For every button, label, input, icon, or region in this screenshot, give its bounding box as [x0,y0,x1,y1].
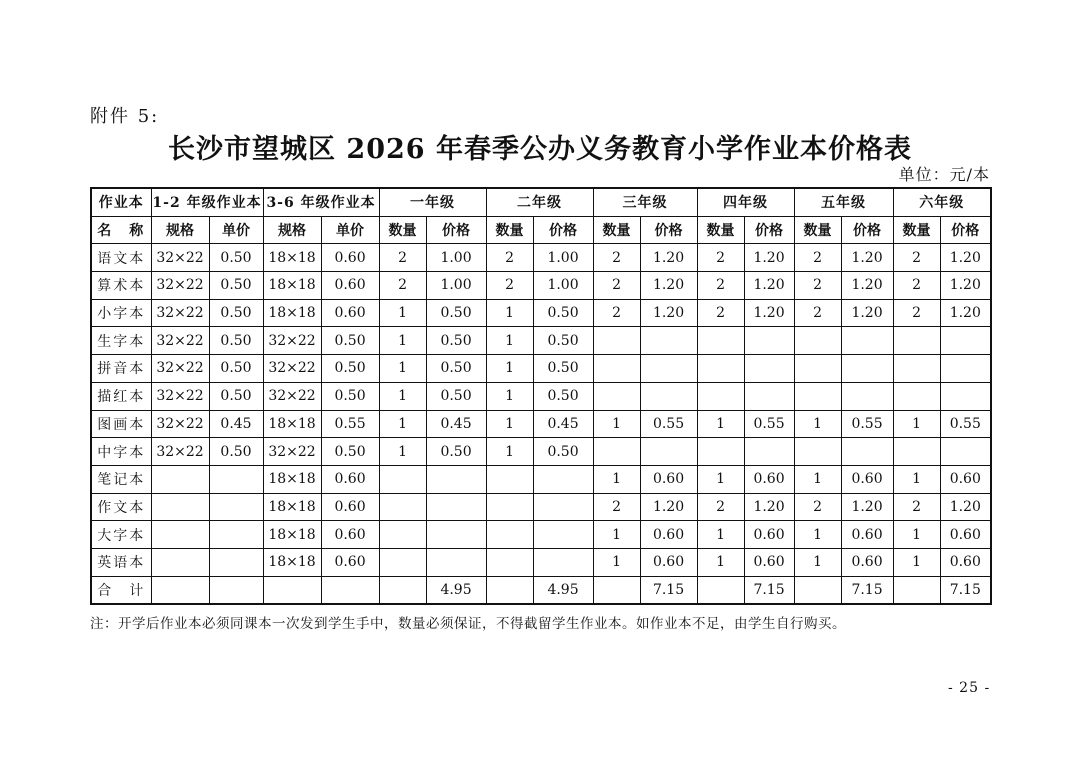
header-row-sub [91,216,991,244]
table-cell [893,327,940,355]
table-cell: 1 [697,548,744,576]
table-cell: 2 [697,272,744,300]
table-cell [744,382,794,410]
table-cell: 2 [379,244,426,272]
table-cell: 1.20 [940,272,991,300]
table-cell: 2 [697,244,744,272]
table-cell: 0.50 [426,327,486,355]
table-cell: 2 [593,272,640,300]
table-cell: 1 [379,438,426,466]
table-cell: 4.95 [426,576,486,604]
table-cell: 0.55 [744,410,794,438]
header-sub-cell: 价格 [744,216,794,244]
row-name: 算术本 [91,272,151,300]
header-group-8: 六年级 [893,188,991,216]
table-cell: 1.20 [640,299,697,327]
table-row [91,521,991,549]
table-cell [744,438,794,466]
table-cell: 1 [893,465,940,493]
table-cell: 2 [593,244,640,272]
table-cell [841,438,893,466]
row-name: 中字本 [91,438,151,466]
table-cell [533,465,593,493]
table-cell: 1.20 [940,299,991,327]
table-cell: 1.20 [744,272,794,300]
table-cell: 1 [697,521,744,549]
table-cell [697,438,744,466]
table-cell: 18×18 [263,410,321,438]
header-group-7: 五年级 [794,188,893,216]
table-row [91,382,991,410]
table-cell: 0.60 [321,299,379,327]
header-sub-cell: 规格 [151,216,209,244]
table-cell: 32×22 [151,355,209,383]
unit-label: 单位：元/本 [898,165,990,184]
table-cell: 0.60 [321,493,379,521]
table-cell: 0.50 [321,438,379,466]
table-cell [940,438,991,466]
header-row-groups [91,188,991,216]
table-cell: 1 [486,299,533,327]
table-cell: 4.95 [533,576,593,604]
table-cell: 0.45 [533,410,593,438]
table-cell [744,327,794,355]
table-cell: 18×18 [263,493,321,521]
row-name: 小字本 [91,299,151,327]
table-row [91,355,991,383]
row-name: 英语本 [91,548,151,576]
table-cell: 1.20 [640,493,697,521]
table-cell [893,438,940,466]
table-cell: 1 [379,410,426,438]
table-cell: 1.20 [640,272,697,300]
table-row [91,272,991,300]
header-group-1: 1-2 年级作业本 [151,188,263,216]
table-cell: 1 [697,465,744,493]
table-cell: 32×22 [263,355,321,383]
table-cell: 2 [794,272,841,300]
table-cell: 0.50 [321,355,379,383]
table-cell: 1.00 [426,244,486,272]
table-cell [593,327,640,355]
header-sub-cell: 数量 [486,216,533,244]
table-row [91,493,991,521]
total-row [91,576,991,604]
table-cell: 1.20 [940,493,991,521]
table-cell: 1.20 [744,244,794,272]
table-cell: 0.50 [426,382,486,410]
table-cell: 0.55 [841,410,893,438]
table-cell: 0.60 [841,465,893,493]
table-cell [426,521,486,549]
table-cell: 2 [697,299,744,327]
table-cell: 32×22 [151,272,209,300]
table-cell: 1.20 [940,244,991,272]
table-cell: 0.50 [209,272,263,300]
table-cell [209,521,263,549]
table-cell: 7.15 [640,576,697,604]
table-cell: 18×18 [263,272,321,300]
table-cell [697,382,744,410]
table-cell [940,382,991,410]
table-cell [533,493,593,521]
table-cell [794,576,841,604]
table-cell [744,355,794,383]
table-cell [893,355,940,383]
table-cell: 0.60 [640,548,697,576]
table-cell: 1 [794,548,841,576]
table-cell [151,548,209,576]
footnote: 注：开学后作业本必须同课本一次发到学生手中，数量必须保证，不得截留学生作业本。如作业本不足，由学生自行购买。 [90,616,846,632]
table-cell: 1.20 [640,244,697,272]
header-sub-cell: 数量 [379,216,426,244]
table-row [91,327,991,355]
table-cell [841,382,893,410]
table-cell: 0.60 [321,272,379,300]
table-cell [593,576,640,604]
header-group-5: 三年级 [593,188,697,216]
table-cell: 0.60 [940,465,991,493]
table-cell: 1 [486,355,533,383]
table-cell [533,521,593,549]
table-cell: 2 [486,272,533,300]
table-cell [893,382,940,410]
table-cell: 1 [593,410,640,438]
table-cell: 32×22 [151,299,209,327]
table-cell: 1.20 [841,272,893,300]
table-cell: 0.50 [426,438,486,466]
table-cell: 32×22 [151,327,209,355]
table-cell: 1 [893,548,940,576]
table-cell [379,576,426,604]
table-cell: 2 [593,493,640,521]
table-cell: 0.60 [321,548,379,576]
table-cell: 0.60 [640,465,697,493]
header-sub-cell: 数量 [593,216,640,244]
table-cell [486,548,533,576]
table-cell [263,576,321,604]
table-cell [940,355,991,383]
row-name: 生字本 [91,327,151,355]
table-cell [486,576,533,604]
table-cell: 32×22 [263,438,321,466]
table-cell: 18×18 [263,299,321,327]
table-cell: 0.45 [209,410,263,438]
table-cell: 1 [379,327,426,355]
table-cell: 1.00 [533,244,593,272]
table-cell: 32×22 [151,244,209,272]
table-cell [379,521,426,549]
table-cell: 1.00 [426,272,486,300]
row-name: 笔记本 [91,465,151,493]
table-cell [794,382,841,410]
row-name: 作文本 [91,493,151,521]
table-cell: 0.50 [533,299,593,327]
table-cell [486,465,533,493]
table-cell: 0.50 [426,355,486,383]
table-cell: 32×22 [263,382,321,410]
table-cell: 2 [893,493,940,521]
table-cell: 1 [794,521,841,549]
table-cell [426,548,486,576]
table-cell [486,521,533,549]
table-cell: 2 [379,272,426,300]
table-cell: 0.55 [640,410,697,438]
table-cell: 1 [893,521,940,549]
table-cell [593,382,640,410]
table-cell [151,576,209,604]
table-cell: 1.20 [841,493,893,521]
attachment-label: 附件 5: [90,106,160,127]
table-cell: 2 [593,299,640,327]
table-cell: 2 [893,299,940,327]
header-sub-cell: 价格 [940,216,991,244]
table-cell: 1.20 [744,299,794,327]
table-cell [379,493,426,521]
header-sub-cell: 单价 [321,216,379,244]
table-cell [640,382,697,410]
table-cell [794,438,841,466]
table-cell: 0.60 [321,465,379,493]
row-name: 描红本 [91,382,151,410]
table-cell: 2 [893,244,940,272]
table-cell [640,355,697,383]
table-cell: 2 [893,272,940,300]
table-cell: 0.50 [533,382,593,410]
table-cell [794,355,841,383]
table-cell [940,327,991,355]
table-cell: 1.20 [744,493,794,521]
table-cell [426,465,486,493]
table-cell: 0.55 [940,410,991,438]
table-cell: 2 [697,493,744,521]
table-cell [893,576,940,604]
table-cell: 0.50 [209,244,263,272]
row-name: 合 计 [91,576,151,604]
header-group-6: 四年级 [697,188,794,216]
table-cell [841,355,893,383]
table-cell: 1 [593,465,640,493]
table-cell: 1 [794,465,841,493]
table-cell [379,548,426,576]
table-cell: 7.15 [841,576,893,604]
page-number: - 25 - [948,680,991,696]
row-name: 拼音本 [91,355,151,383]
table-cell [151,493,209,521]
table-cell [209,465,263,493]
table-cell [593,355,640,383]
table-cell: 1 [486,327,533,355]
table-cell: 0.60 [321,521,379,549]
table-cell [640,438,697,466]
table-cell [697,576,744,604]
header-corner-top: 作业本 [91,188,151,216]
table-cell: 1.00 [533,272,593,300]
table-cell: 1 [379,355,426,383]
table-cell: 1 [486,438,533,466]
table-cell: 0.50 [209,382,263,410]
table-cell [533,548,593,576]
header-sub-cell: 数量 [794,216,841,244]
table-cell: 18×18 [263,465,321,493]
header-group-4: 二年级 [486,188,593,216]
row-name: 语文本 [91,244,151,272]
table-cell: 0.50 [426,299,486,327]
header-corner-bottom: 名 称 [91,216,151,244]
table-cell: 1 [379,382,426,410]
table-cell: 0.60 [841,548,893,576]
table-cell [593,438,640,466]
table-cell: 0.60 [744,465,794,493]
table-cell: 2 [794,493,841,521]
table-cell [151,521,209,549]
table-cell: 0.60 [640,521,697,549]
table-cell: 18×18 [263,521,321,549]
table-cell: 0.60 [940,521,991,549]
header-sub-cell: 价格 [640,216,697,244]
table-row [91,244,991,272]
table-cell [321,576,379,604]
table-cell: 0.50 [533,438,593,466]
table-row [91,465,991,493]
table-cell: 32×22 [151,410,209,438]
table-cell: 32×22 [151,438,209,466]
header-sub-cell: 价格 [533,216,593,244]
table-cell: 0.55 [321,410,379,438]
table-cell: 2 [794,299,841,327]
table-cell: 18×18 [263,548,321,576]
table-cell: 1 [379,299,426,327]
table-cell [151,465,209,493]
table-cell: 32×22 [151,382,209,410]
table-cell: 1 [697,410,744,438]
table-cell: 0.50 [209,355,263,383]
table-cell: 2 [794,244,841,272]
table-row [91,299,991,327]
header-group-3: 一年级 [379,188,486,216]
table-cell: 0.60 [940,548,991,576]
table-cell [426,493,486,521]
table-cell: 1 [794,410,841,438]
header-group-2: 3-6 年级作业本 [263,188,379,216]
table-cell: 0.60 [744,521,794,549]
table-cell: 7.15 [940,576,991,604]
table-cell [209,548,263,576]
table-row [91,410,991,438]
table-cell: 1.20 [841,244,893,272]
table-cell: 0.50 [321,327,379,355]
table-cell [209,493,263,521]
table-cell [794,327,841,355]
header-sub-cell: 单价 [209,216,263,244]
page-title: 长沙市望城区 2026 年春季公办义务教育小学作业本价格表 [168,134,912,165]
table-cell: 0.50 [209,327,263,355]
table-cell [697,355,744,383]
table-cell: 2 [486,244,533,272]
header-sub-cell: 价格 [841,216,893,244]
table-cell: 0.60 [744,548,794,576]
table-cell: 0.50 [533,355,593,383]
header-sub-cell: 数量 [893,216,940,244]
table-cell [640,327,697,355]
table-cell [697,327,744,355]
header-sub-cell: 规格 [263,216,321,244]
table-row [91,438,991,466]
table-cell: 1 [486,382,533,410]
table-cell [841,327,893,355]
table-cell [379,465,426,493]
header-sub-cell: 价格 [426,216,486,244]
table-cell: 0.60 [841,521,893,549]
table-cell: 0.50 [209,438,263,466]
table-cell: 1 [593,548,640,576]
row-name: 图画本 [91,410,151,438]
table-cell [209,576,263,604]
table-cell: 0.50 [533,327,593,355]
table-cell: 1.20 [841,299,893,327]
table-cell: 0.45 [426,410,486,438]
table-cell: 1 [893,410,940,438]
table-cell: 1 [486,410,533,438]
table-cell: 0.60 [321,244,379,272]
header-sub-cell: 数量 [697,216,744,244]
price-table [90,187,992,605]
table-row [91,548,991,576]
table-cell [486,493,533,521]
table-cell: 0.50 [321,382,379,410]
table-cell: 1 [593,521,640,549]
table-cell: 32×22 [263,327,321,355]
row-name: 大字本 [91,521,151,549]
table-cell: 7.15 [744,576,794,604]
table-cell: 0.50 [209,299,263,327]
table-cell: 18×18 [263,244,321,272]
